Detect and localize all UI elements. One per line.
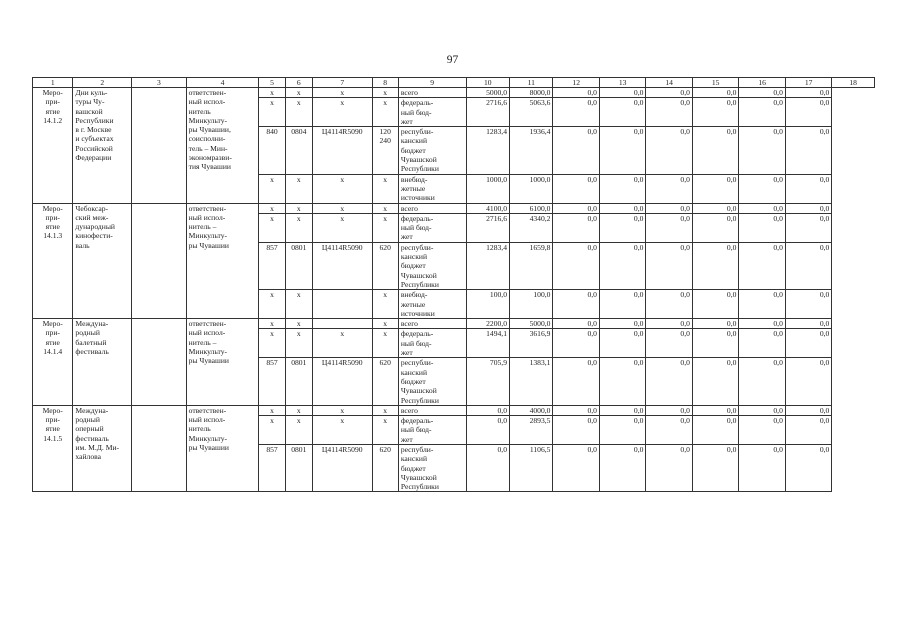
header-cell: 12 [553,78,599,88]
amount-cell: 0,0 [553,405,599,415]
amount-cell: 0,0 [739,319,785,329]
amount-cell: 0,0 [739,127,785,174]
admin-code-cell: x [259,88,285,98]
executor-cell: ответствен- ный испол- нитель – Минкульту- ры Чувашии [186,203,259,319]
section-code-cell: x [285,405,312,415]
amount-cell: 1494,1 [466,329,509,358]
section-code-cell: x [285,319,312,329]
header-cell: 17 [785,78,831,88]
admin-code-cell: 857 [259,358,285,405]
header-cell: 5 [259,78,285,88]
header-cell: 7 [312,78,372,88]
amount-cell: 1383,1 [510,358,553,405]
section-code-cell: x [285,88,312,98]
amount-cell: 0,0 [785,444,831,491]
empty-cell [132,405,187,492]
header-cell: 9 [398,78,466,88]
admin-code-cell: x [259,329,285,358]
expense-type-cell: x [372,405,398,415]
amount-cell: 0,0 [646,319,692,329]
amount-cell: 0,0 [466,416,509,445]
amount-cell: 0,0 [692,290,738,319]
funding-source-cell: федераль- ный бюд- жет [398,416,466,445]
header-cell: 6 [285,78,312,88]
expense-type-cell: x [372,319,398,329]
section-code-cell: x [285,329,312,358]
amount-cell: 0,0 [739,213,785,242]
amount-cell: 0,0 [785,242,831,289]
section-code-cell: x [285,290,312,319]
amount-cell: 5000,0 [466,88,509,98]
admin-code-cell: x [259,203,285,213]
header-cell: 16 [739,78,785,88]
funding-source-cell: всего [398,203,466,213]
admin-code-cell: 840 [259,127,285,174]
funding-source-cell: республи- канский бюджет Чувашской Республики [398,358,466,405]
amount-cell: 4340,2 [510,213,553,242]
amount-cell: 0,0 [692,98,738,127]
expense-type-cell: 620 [372,358,398,405]
section-code-cell: x [285,98,312,127]
expense-type-cell: x [372,213,398,242]
funding-source-cell: республи- канский бюджет Чувашской Республики [398,242,466,289]
amount-cell: 0,0 [599,329,645,358]
funding-source-cell: федераль- ный бюд- жет [398,98,466,127]
target-article-cell: x [312,203,372,213]
table-row [33,203,875,213]
amount-cell: 0,0 [739,242,785,289]
amount-cell: 5063,6 [510,98,553,127]
admin-code-cell: 857 [259,444,285,491]
executor-cell: ответствен- ный испол- нитель Минкульту- ры Чувашии, соисполни- тель – Мин- экономразви- тия Чувашии [186,88,259,204]
funding-source-cell: федераль- ный бюд- жет [398,213,466,242]
admin-code-cell: x [259,290,285,319]
expense-type-cell: x [372,98,398,127]
header-row [33,78,875,88]
amount-cell: 0,0 [466,444,509,491]
section-code-cell: x [285,203,312,213]
target-article-cell: x [312,213,372,242]
header-cell: 15 [692,78,738,88]
empty-cell [132,203,187,319]
expense-type-cell: x [372,416,398,445]
amount-cell: 0,0 [646,358,692,405]
section-code-cell: x [285,213,312,242]
amount-cell: 0,0 [466,405,509,415]
amount-cell: 0,0 [692,405,738,415]
table-body [33,88,875,492]
section-code-cell: 0801 [285,242,312,289]
amount-cell: 4000,0 [510,405,553,415]
amount-cell: 0,0 [646,290,692,319]
target-article-cell: Ц4114R5090 [312,242,372,289]
header-cell: 14 [646,78,692,88]
amount-cell: 0,0 [692,444,738,491]
amount-cell: 0,0 [599,127,645,174]
target-article-cell [312,319,372,329]
amount-cell: 0,0 [553,88,599,98]
amount-cell: 0,0 [785,88,831,98]
amount-cell: 0,0 [553,319,599,329]
amount-cell: 0,0 [739,358,785,405]
amount-cell: 0,0 [785,174,831,203]
amount-cell: 0,0 [553,174,599,203]
amount-cell: 8000,0 [510,88,553,98]
amount-cell: 0,0 [739,88,785,98]
amount-cell: 3616,9 [510,329,553,358]
amount-cell: 1000,0 [510,174,553,203]
section-code-cell: 0801 [285,444,312,491]
amount-cell: 1936,4 [510,127,553,174]
amount-cell: 6100,0 [510,203,553,213]
amount-cell: 0,0 [553,213,599,242]
header-cell: 4 [186,78,259,88]
event-code-cell: Меро- при- ятие 14.1.2 [33,88,73,204]
expense-type-cell: x [372,329,398,358]
amount-cell: 1659,8 [510,242,553,289]
amount-cell: 0,0 [692,88,738,98]
amount-cell: 0,0 [692,358,738,405]
amount-cell: 0,0 [553,444,599,491]
funding-source-cell: внебюд- жетные источники [398,290,466,319]
amount-cell: 0,0 [739,405,785,415]
target-article-cell [312,290,372,319]
amount-cell: 0,0 [785,203,831,213]
amount-cell: 5000,0 [510,319,553,329]
amount-cell: 0,0 [692,242,738,289]
budget-table [32,77,875,492]
amount-cell: 0,0 [785,319,831,329]
admin-code-cell: x [259,174,285,203]
section-code-cell: x [285,174,312,203]
empty-cell [132,319,187,406]
amount-cell: 0,0 [599,174,645,203]
amount-cell: 0,0 [739,290,785,319]
amount-cell: 0,0 [599,290,645,319]
amount-cell: 0,0 [785,98,831,127]
admin-code-cell: x [259,405,285,415]
amount-cell: 100,0 [510,290,553,319]
amount-cell: 0,0 [646,213,692,242]
page-number: 97 [446,54,459,66]
amount-cell: 0,0 [553,203,599,213]
amount-cell: 2893,5 [510,416,553,445]
amount-cell: 0,0 [646,127,692,174]
amount-cell: 0,0 [692,329,738,358]
event-code-cell: Меро- при- ятие 14.1.5 [33,405,73,492]
section-code-cell: 0801 [285,358,312,405]
amount-cell: 0,0 [646,405,692,415]
target-article-cell: x [312,88,372,98]
admin-code-cell: x [259,319,285,329]
expense-type-cell: 620 [372,242,398,289]
amount-cell: 0,0 [692,319,738,329]
table-row [33,405,875,415]
amount-cell: 0,0 [785,405,831,415]
section-code-cell: x [285,416,312,445]
amount-cell: 0,0 [692,174,738,203]
amount-cell: 0,0 [785,213,831,242]
amount-cell: 705,9 [466,358,509,405]
header-cell: 8 [372,78,398,88]
amount-cell: 0,0 [599,358,645,405]
target-article-cell: x [312,405,372,415]
event-name-cell: Междуна- родный оперный фестиваль им. М.Д. Ми- хайлова [73,405,132,492]
amount-cell: 0,0 [785,416,831,445]
amount-cell: 0,0 [553,290,599,319]
admin-code-cell: x [259,213,285,242]
amount-cell: 0,0 [599,203,645,213]
amount-cell: 0,0 [599,98,645,127]
amount-cell: 0,0 [739,203,785,213]
header-cell: 13 [599,78,645,88]
funding-source-cell: внебюд- жетные источники [398,174,466,203]
admin-code-cell: 857 [259,242,285,289]
executor-cell: ответствен- ный испол- нитель Минкульту- ры Чувашии [186,405,259,492]
amount-cell: 0,0 [739,416,785,445]
amount-cell: 0,0 [785,290,831,319]
amount-cell: 0,0 [646,444,692,491]
amount-cell: 0,0 [646,174,692,203]
amount-cell: 0,0 [739,329,785,358]
amount-cell: 1106,5 [510,444,553,491]
event-code-cell: Меро- при- ятие 14.1.3 [33,203,73,319]
admin-code-cell: x [259,98,285,127]
amount-cell: 0,0 [553,242,599,289]
amount-cell: 0,0 [599,319,645,329]
funding-source-cell: всего [398,405,466,415]
event-name-cell: Чебоксар- ский меж- дународный кинофести- валь [73,203,132,319]
amount-cell: 2716,6 [466,98,509,127]
amount-cell: 0,0 [692,416,738,445]
amount-cell: 0,0 [599,405,645,415]
funding-source-cell: всего [398,88,466,98]
table-row [33,319,875,329]
amount-cell: 0,0 [692,213,738,242]
target-article-cell: x [312,416,372,445]
amount-cell: 0,0 [553,127,599,174]
amount-cell: 0,0 [739,444,785,491]
header-cell: 18 [832,78,875,88]
header-cell: 1 [33,78,73,88]
funding-source-cell: федераль- ный бюд- жет [398,329,466,358]
amount-cell: 4100,0 [466,203,509,213]
amount-cell: 0,0 [599,213,645,242]
amount-cell: 0,0 [553,98,599,127]
amount-cell: 0,0 [646,88,692,98]
funding-source-cell: республи- канский бюджет Чувашской Республики [398,444,466,491]
expense-type-cell: 120 240 [372,127,398,174]
amount-cell: 0,0 [553,329,599,358]
amount-cell: 2716,6 [466,213,509,242]
expense-type-cell: x [372,290,398,319]
amount-cell: 0,0 [553,416,599,445]
expense-type-cell: 620 [372,444,398,491]
expense-type-cell: x [372,203,398,213]
amount-cell: 0,0 [599,242,645,289]
admin-code-cell: x [259,416,285,445]
amount-cell: 0,0 [599,416,645,445]
event-name-cell: Дни куль- туры Чу- вашской Республики в г. Москве и субъектах Российской Федерации [73,88,132,204]
amount-cell: 0,0 [599,444,645,491]
target-article-cell: Ц4114R5090 [312,358,372,405]
expense-type-cell: x [372,88,398,98]
funding-source-cell: республи- канский бюджет Чувашской Республики [398,127,466,174]
funding-source-cell: всего [398,319,466,329]
amount-cell: 0,0 [692,127,738,174]
amount-cell: 0,0 [785,127,831,174]
amount-cell: 1283,4 [466,242,509,289]
target-article-cell: Ц4114R5090 [312,444,372,491]
amount-cell: 0,0 [646,98,692,127]
amount-cell: 2200,0 [466,319,509,329]
amount-cell: 0,0 [692,203,738,213]
header-cell: 3 [132,78,187,88]
amount-cell: 0,0 [739,174,785,203]
amount-cell: 100,0 [466,290,509,319]
amount-cell: 0,0 [553,358,599,405]
executor-cell: ответствен- ный испол- нитель – Минкульту- ры Чувашии [186,319,259,406]
target-article-cell: x [312,98,372,127]
amount-cell: 0,0 [646,242,692,289]
expense-type-cell: x [372,174,398,203]
amount-cell: 0,0 [646,203,692,213]
amount-cell: 0,0 [785,358,831,405]
header-cell: 11 [510,78,553,88]
header-cell: 10 [466,78,509,88]
table-row [33,88,875,98]
target-article-cell: Ц4114R5090 [312,127,372,174]
event-name-cell: Междуна- родный балетный фестиваль [73,319,132,406]
amount-cell: 0,0 [739,98,785,127]
amount-cell: 0,0 [646,416,692,445]
section-code-cell: 0804 [285,127,312,174]
amount-cell: 0,0 [646,329,692,358]
header-cell: 2 [73,78,132,88]
amount-cell: 0,0 [785,329,831,358]
target-article-cell: x [312,329,372,358]
target-article-cell: x [312,174,372,203]
event-code-cell: Меро- при- ятие 14.1.4 [33,319,73,406]
amount-cell: 0,0 [599,88,645,98]
amount-cell: 1000,0 [466,174,509,203]
empty-cell [132,88,187,204]
amount-cell: 1283,4 [466,127,509,174]
